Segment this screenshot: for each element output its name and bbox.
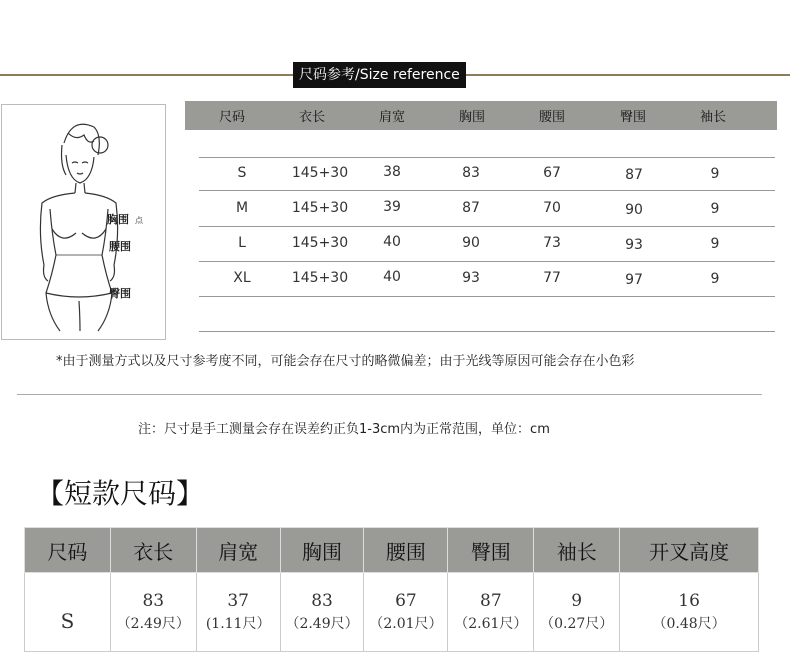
cell-sleeve: 9 xyxy=(710,271,720,287)
cell-length: 145+30 xyxy=(291,200,349,216)
short-cell-waist xyxy=(364,573,448,652)
short-cell-length xyxy=(110,573,196,652)
cell-size: XL xyxy=(233,270,251,286)
cm-value: 87 xyxy=(480,591,502,611)
col-bust: 胸围 xyxy=(458,110,486,125)
short-col-length: 衣长 xyxy=(110,528,196,573)
chi-value: （2.49尺） xyxy=(116,616,190,632)
short-cell-size: S xyxy=(25,573,111,652)
cell-waist: 73 xyxy=(543,235,561,251)
cm-value: 83 xyxy=(142,591,165,611)
cell-bust: 90 xyxy=(462,235,480,251)
cm-value: 83 xyxy=(311,591,333,611)
cell-shoulder: 39 xyxy=(383,199,401,215)
cell-size: S xyxy=(237,165,247,181)
cell-sleeve: 9 xyxy=(710,201,720,217)
cell-hip: 97 xyxy=(625,272,643,288)
col-length: 衣长 xyxy=(298,110,326,125)
short-cell-hip xyxy=(448,573,534,652)
col-shoulder: 肩宽 xyxy=(378,110,406,125)
short-col-sleeve: 袖长 xyxy=(534,528,620,573)
chi-value: （0.48尺） xyxy=(652,616,726,632)
cell-waist: 77 xyxy=(543,270,561,286)
cell-shoulder: 38 xyxy=(383,164,401,180)
cell-size: M xyxy=(235,200,249,216)
cell-bust: 93 xyxy=(462,270,480,286)
short-size-title: 【短款尺码】 xyxy=(36,477,205,510)
cell-hip: 87 xyxy=(625,167,643,183)
cell-sleeve: 9 xyxy=(710,236,720,252)
chi-value: （2.01尺） xyxy=(369,616,443,632)
short-col-bust: 胸围 xyxy=(280,528,364,573)
measurement-note: 注：尺寸是手工测量会存在误差约正负1-3cm内为正常范围，单位：cm xyxy=(138,422,550,437)
cell-length: 145+30 xyxy=(291,165,349,181)
disclaimer-note: *由于测量方式以及尺寸参考度不同，可能会存在尺寸的略微偏差；由于光线等原因可能会存在小色彩 xyxy=(56,354,635,369)
table-divider xyxy=(199,226,775,227)
cm-value: 37 xyxy=(227,591,249,611)
table-row xyxy=(25,573,759,652)
measurement-figure xyxy=(1,104,166,340)
cell-waist: 67 xyxy=(543,165,561,181)
cell-length: 145+30 xyxy=(291,235,349,251)
cm-value: 67 xyxy=(395,591,417,611)
divider xyxy=(17,394,762,395)
bust-label: 胸围 xyxy=(107,213,129,226)
chi-value: （0.27尺） xyxy=(540,616,614,632)
table-divider xyxy=(199,296,775,297)
point-label: 点 xyxy=(135,216,143,225)
short-col-slit-height: 开叉高度 xyxy=(620,528,759,573)
size-reference-header xyxy=(185,101,777,130)
cell-shoulder: 40 xyxy=(383,234,401,250)
hip-label: 臀围 xyxy=(109,287,131,300)
short-cell-slit-height xyxy=(620,573,759,652)
table-divider xyxy=(199,331,775,332)
short-col-hip: 臀围 xyxy=(448,528,534,573)
short-col-shoulder: 肩宽 xyxy=(196,528,280,573)
cell-length: 145+30 xyxy=(291,270,349,286)
size-reference-banner: 尺码参考/Size reference xyxy=(293,62,466,88)
chi-value: （2.49尺） xyxy=(285,616,359,632)
cm-value: 9 xyxy=(571,591,583,611)
cell-sleeve: 9 xyxy=(710,166,720,182)
cm-value: 16 xyxy=(678,591,700,611)
cell-hip: 90 xyxy=(625,202,643,218)
cell-shoulder: 40 xyxy=(383,269,401,285)
cell-hip: 93 xyxy=(625,237,643,253)
table-divider xyxy=(199,157,775,158)
chi-value: （2.61尺） xyxy=(454,616,528,632)
col-sleeve: 袖长 xyxy=(699,110,727,125)
cell-bust: 83 xyxy=(462,165,480,181)
short-size-table xyxy=(24,527,759,652)
chi-value: (1.11尺） xyxy=(205,616,271,632)
short-col-size: 尺码 xyxy=(25,528,111,573)
short-col-waist: 腰围 xyxy=(364,528,448,573)
short-cell-shoulder xyxy=(196,573,280,652)
col-waist: 腰围 xyxy=(538,110,566,125)
table-divider xyxy=(199,261,775,262)
cell-bust: 87 xyxy=(462,200,480,216)
waist-label: 腰围 xyxy=(109,240,131,253)
cell-waist: 70 xyxy=(543,200,561,216)
short-cell-bust xyxy=(280,573,364,652)
col-size: 尺码 xyxy=(218,110,246,125)
table-divider xyxy=(199,190,775,191)
col-hip: 臀围 xyxy=(619,110,647,125)
short-cell-sleeve xyxy=(534,573,620,652)
cell-size: L xyxy=(238,235,246,251)
short-table-header xyxy=(25,528,759,573)
